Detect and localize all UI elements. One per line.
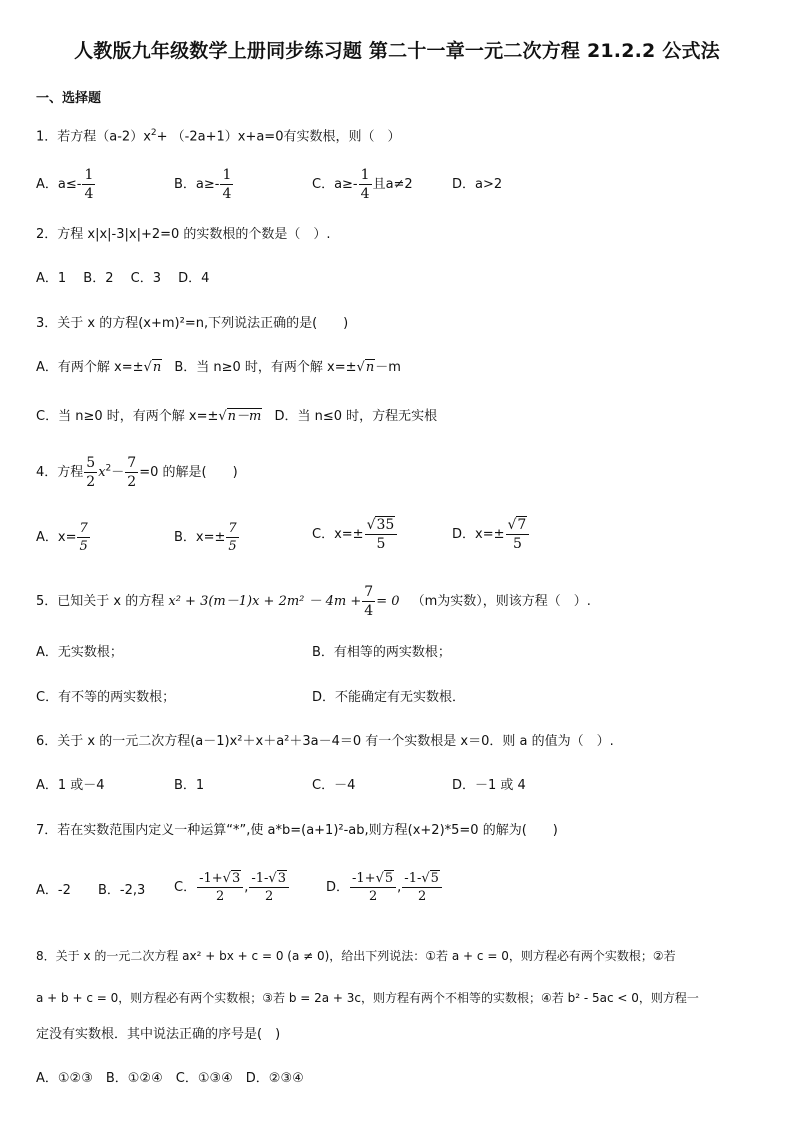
- question-7-option-d: D． $\frac{-1+√5}{2}$ , $\frac{-1-√5}{2}$: [326, 872, 443, 903]
- question-4-option-b: B．x=± $\frac{7}{5}$: [174, 521, 237, 554]
- question-4-option-a: A．x= $\frac{7}{5}$: [36, 521, 88, 554]
- question-6-option-c: C．－4: [312, 778, 356, 793]
- question-1-stem: 1．若方程$(a-2)x^2+ (-2a+1)x+a=0$有实数根，则（ ）: [36, 128, 401, 145]
- page-title: 人教版九年级数学上册同步练习题 第二十一章一元二次方程 21.2.2 公式法: [74, 40, 720, 62]
- question-2-stem: 2．方程 x|x|-3|x|+2=0 的实数根的个数是（ ）.: [36, 227, 331, 242]
- question-8-line-2: a + b + c = 0，则方程必有两个实数根；③若 b = 2a + 3c，则方程有两个不相等的实数根；④若 b² - 5ac < 0，则方程一: [36, 991, 699, 1005]
- question-7-stem: 7．若在实数范围内定义一种运算“*”,使 a*b=(a+1)²-ab,则方程(x+2)*5=0 的解为( ): [36, 823, 558, 838]
- question-6-stem: 6．关于 x 的一元二次方程(a－1)x²＋x＋a²＋3a－4＝0 有一个实数根是 x＝0．则 a 的值为（ ）.: [36, 734, 614, 749]
- question-7-option-b: B．-2,3: [98, 883, 146, 898]
- question-3-options-cd: C．当 n≥0 时，有两个解 x=±√n－m D．当 n≤0 时，方程无实根: [36, 409, 438, 424]
- question-4-option-c: C．x=± $\frac{√35}{5}$: [312, 518, 398, 551]
- question-3-stem: 3．关于 x 的方程(x+m)²=n,下列说法正确的是( ): [36, 316, 349, 331]
- question-5-option-d: D．不能确定有无实数根．: [312, 690, 466, 705]
- question-7-option-c: C． $\frac{-1+√3}{2}$ , $\frac{-1-√3}{2}$: [174, 872, 290, 903]
- question-1-option-b: B．a≥- $\frac{1}{4}$: [174, 167, 232, 202]
- question-8-line-1: 8．关于 x 的一元二次方程 ax² + bx + c = 0 (a ≠ 0)，给出下列说法：①若 a + c = 0，则方程必有两个实数根；②若: [36, 949, 676, 963]
- question-7-option-a: A．-2: [36, 883, 71, 898]
- question-5-option-a: A．无实数根；: [36, 645, 123, 660]
- question-8-line-3: 定没有实数根．其中说法正确的序号是( ): [36, 1027, 281, 1042]
- section-heading: 一、选择题: [36, 91, 102, 106]
- question-6-option-d: D．－1 或 4: [452, 778, 526, 793]
- question-2-options: A．1 B．2 C．3 D．4: [36, 271, 210, 286]
- question-5-stem: 5．已知关于 x 的方程 x² + 3(m－1)x + 2m² － 4m + $\frac{7}{4}$ = 0 （m为实数），则该方程（ ）.: [36, 584, 591, 619]
- question-8-options: A．①②③ B．①②④ C．①③④ D．②③④: [36, 1071, 304, 1086]
- question-4-stem: 4．方程 $\frac{5}{2}$ $x^2-$ $\frac{7}{2}$ =0 的解是( ): [36, 455, 238, 490]
- question-1-option-c: C．a≥- $\frac{1}{4}$ 且a≠2: [312, 167, 413, 202]
- question-1-option-a: A．a≤- $\frac{1}{4}$: [36, 167, 94, 202]
- question-3-options-ab: A．有两个解 x=±√n B．当 n≥0 时，有两个解 x=±√n－m: [36, 360, 401, 375]
- question-6-option-a: A．1 或－4: [36, 778, 105, 793]
- question-4-option-d: D．x=± $\frac{√7}{5}$: [452, 518, 530, 551]
- question-5-option-b: B．有相等的两实数根；: [312, 645, 451, 660]
- question-6-option-b: B．1: [174, 778, 205, 793]
- question-1-option-d: D．a>2: [452, 177, 503, 192]
- question-5-option-c: C．有不等的两实数根；: [36, 690, 176, 705]
